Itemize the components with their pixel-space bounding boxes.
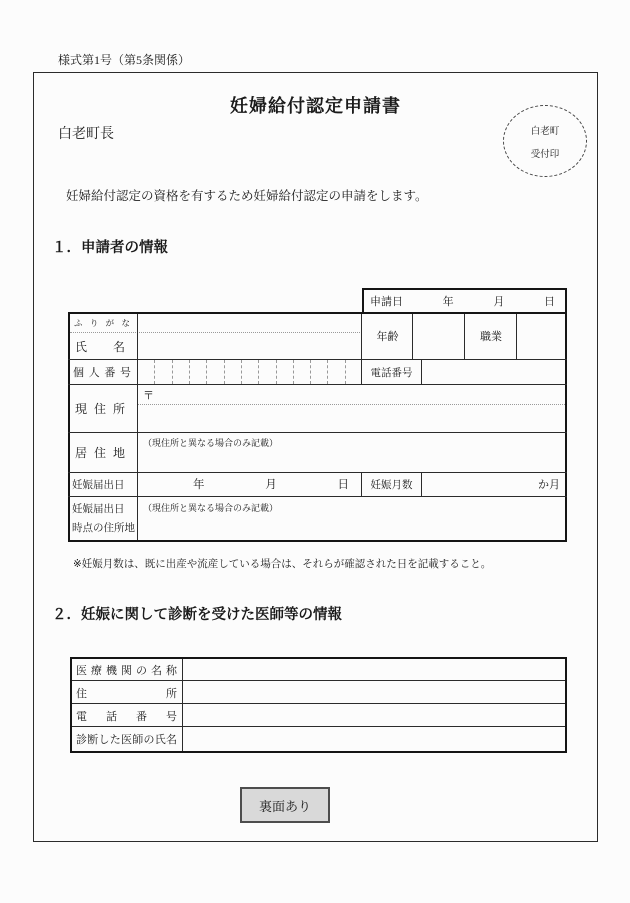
t2-label-divider xyxy=(182,659,183,751)
personal-number-digit-box xyxy=(154,360,171,384)
residence-label: 居 住 地 xyxy=(75,445,125,460)
intro-sentence: 妊婦給付認定の資格を有するため妊婦給付認定の申請をします。 xyxy=(66,189,428,203)
section2-heading: ２．妊娠に関して診断を受けた医師等の情報 xyxy=(52,607,342,623)
notification-day: 日 xyxy=(337,479,349,491)
personal-number-digit-box xyxy=(258,360,275,384)
doctor-name-label: 診 断 し た 医 師 の 氏 名 xyxy=(76,733,177,746)
notification-address-label: 妊娠届出日 時点の住所地 xyxy=(72,503,135,534)
stamp-town-name: 白老町 xyxy=(530,125,560,137)
postal-mark: 〒 xyxy=(143,390,154,402)
personal-number-digit-box xyxy=(241,360,258,384)
t1-line-notifdate-bottom xyxy=(68,496,567,497)
notification-date-ymd xyxy=(138,472,361,496)
age-label: 年齢 xyxy=(376,330,399,343)
medical-institution-label: 医 療 機 関 の 名 称 xyxy=(76,664,177,677)
institution-phone-label: 電 話 番 号 xyxy=(76,710,177,723)
section1-heading: １．申請者の情報 xyxy=(52,240,168,256)
personal-number-digit-box xyxy=(138,360,154,384)
personal-number-digit-box xyxy=(327,360,344,384)
t2-line-2 xyxy=(72,703,565,704)
page-title: 妊婦給付認定申請書 xyxy=(230,96,401,116)
personal-number-label: 個 人 番 号 xyxy=(73,367,131,379)
personal-number-digit-box xyxy=(276,360,293,384)
t1-line-number-bottom xyxy=(68,384,567,385)
furigana-label: ふ り が な xyxy=(74,318,130,328)
addressee: 白老町長 xyxy=(58,125,114,141)
t2-line-1 xyxy=(72,680,565,681)
t2-line-3 xyxy=(72,726,565,727)
t1-label-divider xyxy=(137,314,138,540)
personal-number-digit-box xyxy=(224,360,241,384)
personal-number-digit-box xyxy=(172,360,189,384)
t1-line-address-bottom xyxy=(68,432,567,433)
notification-date-label: 妊娠届出日 xyxy=(72,478,125,491)
residence-note: （現住所と異なる場合のみ記載） xyxy=(143,438,279,448)
application-date-label: 申請日 xyxy=(370,296,403,308)
application-date-cell xyxy=(362,288,567,314)
name-label: 氏 名 xyxy=(75,339,125,354)
t1-dotted-postal xyxy=(138,404,565,405)
notification-address-note: （現住所と異なる場合のみ記載） xyxy=(143,503,279,513)
personal-number-digit-box xyxy=(189,360,206,384)
application-date-month: 月 xyxy=(493,296,505,308)
notification-year: 年 xyxy=(193,479,205,491)
months-footnote: ※妊娠月数は、既に出産や流産している場合は、それらが確認された日を記載すること。 xyxy=(73,558,492,570)
application-date-day: 日 xyxy=(543,296,555,308)
occupation-label: 職業 xyxy=(480,330,502,343)
personal-number-digit-box xyxy=(310,360,327,384)
pregnancy-months-label: 妊娠月数 xyxy=(370,478,413,491)
stamp-label: 受付印 xyxy=(530,148,560,160)
application-date-year: 年 xyxy=(442,296,454,308)
personal-number-digit-box xyxy=(345,360,362,384)
reception-stamp xyxy=(503,105,587,177)
pregnancy-months-unit: か月 xyxy=(538,479,560,491)
notification-month: 月 xyxy=(265,479,277,491)
personal-number-digit-box xyxy=(293,360,310,384)
personal-number-boxes xyxy=(138,360,362,384)
back-side-note: 裏面あり xyxy=(240,787,330,823)
form-number: 様式第1号（第5条関係） xyxy=(58,53,191,67)
current-address-label: 現 住 所 xyxy=(75,401,125,416)
phone-label: 電話番号 xyxy=(370,366,413,379)
personal-number-digit-box xyxy=(206,360,223,384)
t1-phone-value-divider xyxy=(421,359,422,384)
institution-address-label: 住 所 xyxy=(76,687,177,700)
